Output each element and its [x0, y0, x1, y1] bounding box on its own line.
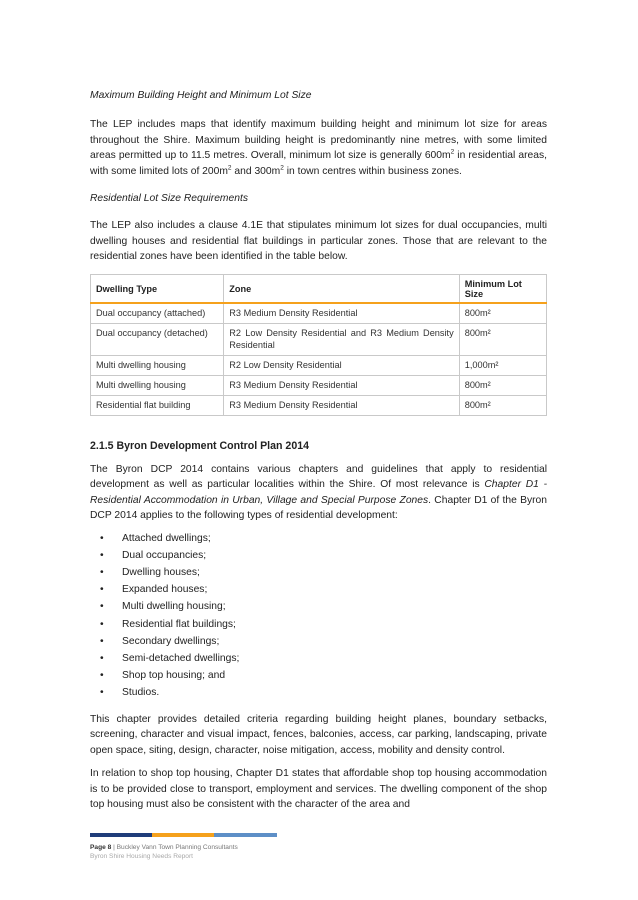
list-item: • Studios.	[90, 684, 547, 701]
subheading-lot-size: Residential Lot Size Requirements	[90, 193, 248, 204]
list-item: • Multi dwelling housing;	[90, 598, 547, 615]
footer-page-line: Page 8 | Buckley Vann Town Planning Consultants	[90, 844, 238, 851]
section-heading-byron-dcp: 2.1.5 Byron Development Control Plan 2014	[90, 439, 310, 452]
bullet-icon: •	[100, 670, 104, 682]
list-item: • Secondary dwellings;	[90, 633, 547, 650]
lot-size-table	[90, 274, 547, 416]
paragraph-byron-dcp: The Byron DCP 2014 contains various chapters and guidelines that apply to residential development as well as particular localities within the Shire. Of most relevance is Chapter D1 - Residential Accommodation in Urban, Village and Special Purpose Zones. Chapter D1 of the Byron DCP 2014 applies to the following types of residential development:	[90, 463, 548, 521]
footer-bar-segment-navy	[90, 833, 152, 837]
footer-bar-segment-orange	[152, 833, 214, 837]
table-cell: 800m²	[459, 375, 546, 395]
table-cell: 800m²	[459, 395, 546, 415]
table-cell: 800m²	[459, 323, 546, 355]
column-header: Minimum Lot Size	[459, 274, 546, 303]
table-cell: Residential flat building	[91, 395, 224, 415]
page-content	[90, 88, 547, 813]
column-header: Dwelling Type	[91, 274, 224, 303]
paragraph-lep-maps: The LEP includes maps that identify maximum building height and minimum lot size for areas throughout the Shire. Maximum building height is predominantly nine metres, with some limited areas permitted up to 11.5 metres. Overall, minimum lot size is generally $600m^2$ in residential areas, with some limited lots of $200m^2$ and $300m^2$ in town centres within business zones.	[90, 119, 547, 177]
bullet-icon: •	[100, 584, 104, 596]
table-row	[91, 303, 547, 324]
company-name: Buckley Vann Town Planning Consultants	[116, 844, 238, 851]
report-title: Byron Shire Housing Needs Report	[90, 853, 193, 860]
bullet-icon: •	[100, 687, 104, 699]
development-types-list	[90, 530, 547, 702]
footer-color-bar	[90, 833, 277, 837]
table-row	[91, 395, 547, 415]
table-row	[91, 375, 547, 395]
list-item: • Residential flat buildings;	[90, 616, 547, 633]
table-cell: Multi dwelling housing	[91, 355, 224, 375]
paragraph-lep-clause: The LEP also includes a clause 4.1E that stipulates minimum lot sizes for dual occupancies, multi dwelling houses and residential flat buildings in particular zones. Those that are relevant to the residential zones have been identified in the table below.	[90, 220, 547, 262]
table-row	[91, 323, 547, 355]
table-cell: R2 Low Density Residential	[224, 355, 459, 375]
bullet-icon: •	[100, 635, 104, 647]
list-item: • Semi-detached dwellings;	[90, 650, 547, 667]
page-footer	[90, 833, 277, 861]
list-item: • Shop top housing; and	[90, 667, 547, 684]
subheading-max-height: Maximum Building Height and Minimum Lot Size	[90, 90, 312, 101]
footer-bar-segment-blue	[214, 833, 277, 837]
list-item: • Dwelling houses;	[90, 564, 547, 581]
table-cell: 1,000m²	[459, 355, 546, 375]
bullet-icon: •	[100, 549, 104, 561]
bullet-icon: •	[100, 618, 104, 630]
table-cell: 800m²	[459, 303, 546, 324]
bullet-icon: •	[100, 566, 104, 578]
table-cell: R3 Medium Density Residential	[224, 375, 459, 395]
bullet-icon: •	[100, 652, 104, 664]
table-cell: Multi dwelling housing	[91, 375, 224, 395]
list-item: • Attached dwellings;	[90, 530, 547, 547]
list-item: • Expanded houses;	[90, 581, 547, 598]
table-cell: Dual occupancy (attached)	[91, 303, 224, 324]
paragraph-shop-top-housing: In relation to shop top housing, Chapter D1 states that affordable shop top housing accommodation is to be provided close to transport, employment and services. The dwelling component of the shop top housing must also be consistent with the character of the area and	[90, 768, 547, 811]
table-cell: R3 Medium Density Residential	[224, 303, 459, 324]
page-number: Page 8	[90, 844, 112, 851]
table-cell: Dual occupancy (detached)	[91, 323, 224, 355]
table-cell: R2 Low Density Residential and R3 Medium Density Residential	[224, 323, 459, 355]
paragraph-chapter-criteria: This chapter provides detailed criteria regarding building height planes, boundary setbacks, screening, character and visual impact, fences, balconies, access, car parking, landscaping, private open space, siting, design, character, noise mitigation, access, mobility and density control.	[90, 713, 547, 756]
bullet-icon: •	[100, 532, 104, 544]
list-item: • Dual occupancies;	[90, 547, 547, 564]
column-header: Zone	[224, 274, 459, 303]
table-row	[91, 355, 547, 375]
bullet-icon: •	[100, 601, 104, 613]
table-cell: R3 Medium Density Residential	[224, 395, 459, 415]
table-header-row	[91, 274, 547, 303]
